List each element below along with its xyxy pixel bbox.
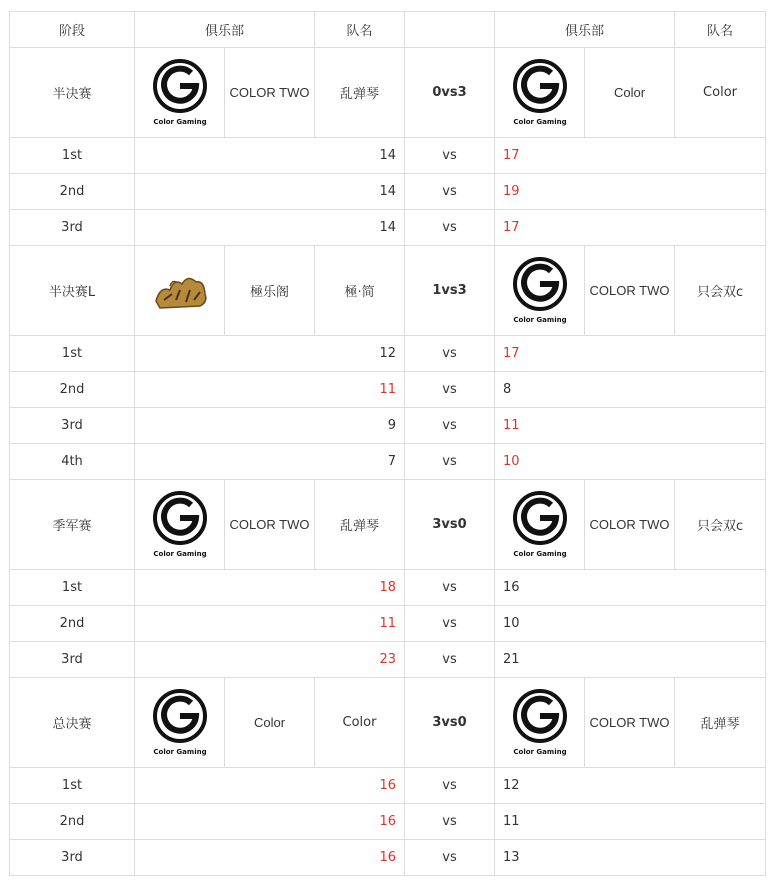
logo-caption: Color Gaming [512,549,567,558]
logo-caption: Color Gaming [152,747,207,756]
game-score-right: 11 [495,804,766,840]
game-score-left: 12 [135,336,405,372]
game-row [10,768,766,804]
club-name-left: 極乐阁 [225,246,315,336]
color-gaming-logo [150,688,210,758]
header-stage: 阶段 [10,12,135,48]
game-score-right: 17 [495,336,766,372]
game-label: 1st [10,138,135,174]
club-name-left: COLOR TWO [225,48,315,138]
results-table [9,11,766,876]
game-score-left: 14 [135,210,405,246]
game-score-left: 16 [135,804,405,840]
series-score: 1vs3 [405,246,495,336]
game-score-right: 10 [495,444,766,480]
stage-cell: 总决赛 [10,678,135,768]
game-label: 2nd [10,606,135,642]
game-vs: vs [405,570,495,606]
game-vs: vs [405,336,495,372]
game-label: 2nd [10,174,135,210]
game-label: 1st [10,336,135,372]
game-score-right: 17 [495,210,766,246]
team-name-right: 乱弹琴 [675,678,766,768]
logo-caption: Color Gaming [152,549,207,558]
game-row [10,408,766,444]
game-row [10,804,766,840]
stage-cell: 半决赛 [10,48,135,138]
game-score-right: 10 [495,606,766,642]
team-name-left: Color [315,678,405,768]
series-score: 3vs0 [405,480,495,570]
game-label: 3rd [10,210,135,246]
color-gaming-logo [510,688,570,758]
game-score-left: 7 [135,444,405,480]
game-score-left: 23 [135,642,405,678]
logo-caption: Color Gaming [512,315,567,324]
game-score-right: 11 [495,408,766,444]
header-club-left: 俱乐部 [135,12,315,48]
game-row [10,570,766,606]
color-gaming-logo [510,256,570,326]
game-vs: vs [405,174,495,210]
game-vs: vs [405,372,495,408]
game-score-right: 8 [495,372,766,408]
game-vs: vs [405,642,495,678]
header-vs-blank [405,12,495,48]
game-score-left: 14 [135,174,405,210]
game-vs: vs [405,138,495,174]
gold-calligraphy-logo [150,256,210,326]
club-logo-right [495,678,585,768]
color-gaming-logo [150,58,210,128]
stage-cell: 季军赛 [10,480,135,570]
game-score-left: 11 [135,372,405,408]
club-name-left: COLOR TWO [225,480,315,570]
game-score-right: 19 [495,174,766,210]
club-logo-left [135,246,225,336]
club-name-right: Color [585,48,675,138]
game-row [10,336,766,372]
header-row [10,12,766,48]
club-logo-right [495,48,585,138]
game-label: 1st [10,768,135,804]
club-logo-left [135,678,225,768]
series-score: 0vs3 [405,48,495,138]
game-label: 2nd [10,372,135,408]
club-name-right: COLOR TWO [585,480,675,570]
header-club-right: 俱乐部 [495,12,675,48]
game-score-right: 13 [495,840,766,876]
game-vs: vs [405,210,495,246]
game-vs: vs [405,606,495,642]
game-score-left: 18 [135,570,405,606]
game-row [10,210,766,246]
club-logo-right [495,246,585,336]
club-logo-right [495,480,585,570]
game-score-right: 12 [495,768,766,804]
game-label: 4th [10,444,135,480]
team-name-left: 極·简 [315,246,405,336]
match-row [10,480,766,570]
color-gaming-logo [510,490,570,560]
game-row [10,174,766,210]
game-score-right: 17 [495,138,766,174]
game-label: 2nd [10,804,135,840]
team-name-right: 只会双c [675,480,766,570]
team-name-right: Color [675,48,766,138]
game-score-left: 16 [135,768,405,804]
match-row [10,48,766,138]
match-row [10,678,766,768]
game-vs: vs [405,768,495,804]
header-team-left: 队名 [315,12,405,48]
game-label: 3rd [10,840,135,876]
game-label: 3rd [10,642,135,678]
club-name-left: Color [225,678,315,768]
team-name-right: 只会双c [675,246,766,336]
game-row [10,138,766,174]
color-gaming-logo [150,490,210,560]
stage-cell: 半决赛L [10,246,135,336]
game-vs: vs [405,408,495,444]
game-vs: vs [405,804,495,840]
club-name-right: COLOR TWO [585,246,675,336]
match-row [10,246,766,336]
logo-caption: Color Gaming [512,747,567,756]
logo-caption: Color Gaming [512,117,567,126]
logo-caption: Color Gaming [152,117,207,126]
game-row [10,372,766,408]
game-score-left: 9 [135,408,405,444]
game-row [10,606,766,642]
game-label: 1st [10,570,135,606]
game-score-left: 16 [135,840,405,876]
game-score-left: 14 [135,138,405,174]
club-logo-left [135,480,225,570]
club-logo-left [135,48,225,138]
game-row [10,642,766,678]
game-vs: vs [405,444,495,480]
team-name-left: 乱弹琴 [315,480,405,570]
game-row [10,840,766,876]
series-score: 3vs0 [405,678,495,768]
game-score-left: 11 [135,606,405,642]
game-label: 3rd [10,408,135,444]
club-name-right: COLOR TWO [585,678,675,768]
color-gaming-logo [510,58,570,128]
header-team-right: 队名 [675,12,766,48]
game-vs: vs [405,840,495,876]
game-score-right: 16 [495,570,766,606]
game-score-right: 21 [495,642,766,678]
game-row [10,444,766,480]
team-name-left: 乱弹琴 [315,48,405,138]
